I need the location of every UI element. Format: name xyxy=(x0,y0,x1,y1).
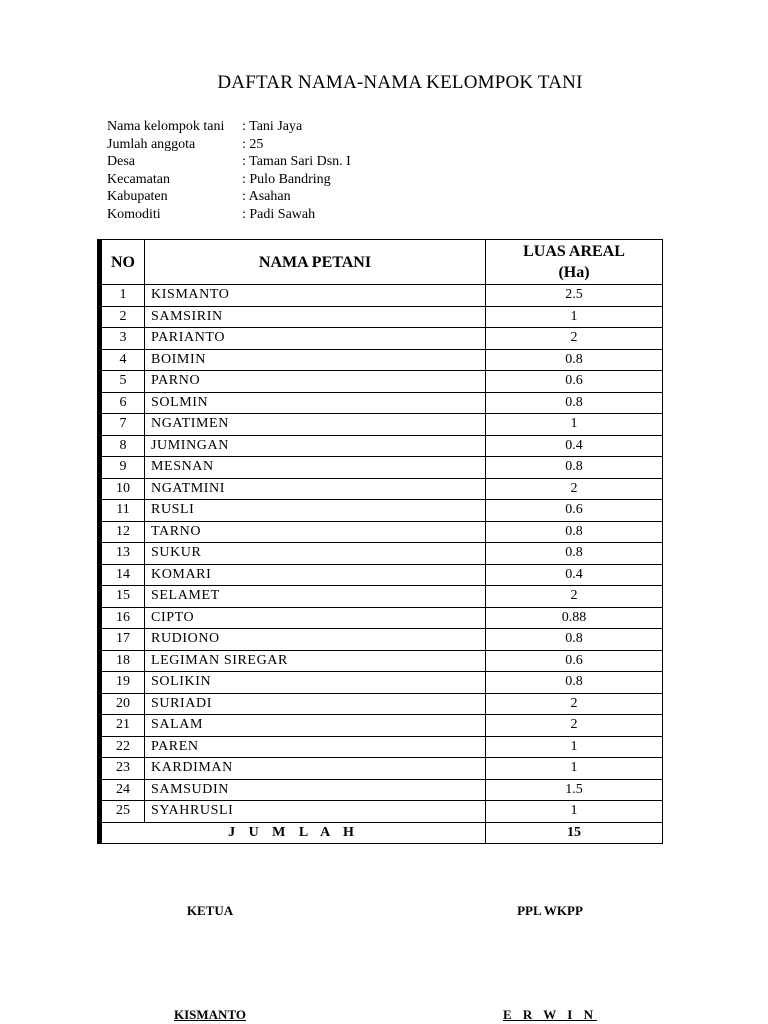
cell-name: KARDIMAN xyxy=(145,758,486,780)
cell-no: 21 xyxy=(100,715,145,737)
cell-name: SAMSUDIN xyxy=(145,779,486,801)
table-row xyxy=(100,435,663,457)
cell-no: 24 xyxy=(100,779,145,801)
cell-name: SOLMIN xyxy=(145,392,486,414)
cell-name: NGATMINI xyxy=(145,478,486,500)
total-row xyxy=(100,822,663,844)
table-row xyxy=(100,328,663,350)
info-row xyxy=(107,171,351,189)
cell-name: RUSLI xyxy=(145,500,486,522)
cell-luas: 2 xyxy=(486,328,663,350)
cell-name: LEGIMAN SIREGAR xyxy=(145,650,486,672)
cell-no: 12 xyxy=(100,521,145,543)
cell-luas: 0.4 xyxy=(486,435,663,457)
cell-luas: 0.8 xyxy=(486,349,663,371)
info-row xyxy=(107,118,351,136)
info-value: : Asahan xyxy=(242,189,291,204)
cell-name: RUDIONO xyxy=(145,629,486,651)
table-header-row xyxy=(100,240,663,285)
table-row xyxy=(100,779,663,801)
info-value: : Tani Jaya xyxy=(242,119,303,134)
signature-left-name: KISMANTO xyxy=(174,1007,246,1022)
cell-name: SALAM xyxy=(145,715,486,737)
table-row xyxy=(100,500,663,522)
table-row xyxy=(100,801,663,823)
cell-luas: 1 xyxy=(486,801,663,823)
table-row xyxy=(100,414,663,436)
cell-no: 18 xyxy=(100,650,145,672)
info-label: Desa xyxy=(107,154,135,169)
cell-name: SOLIKIN xyxy=(145,672,486,694)
cell-luas: 2 xyxy=(486,478,663,500)
cell-no: 5 xyxy=(100,371,145,393)
cell-luas: 1 xyxy=(486,758,663,780)
cell-name: SAMSIRIN xyxy=(145,306,486,328)
group-info xyxy=(107,118,351,223)
cell-name: SELAMET xyxy=(145,586,486,608)
cell-no: 3 xyxy=(100,328,145,350)
cell-luas: 0.6 xyxy=(486,371,663,393)
cell-name: NGATIMEN xyxy=(145,414,486,436)
total-value: 15 xyxy=(486,822,663,844)
cell-luas: 0.8 xyxy=(486,543,663,565)
cell-luas: 0.8 xyxy=(486,629,663,651)
table-row xyxy=(100,392,663,414)
table-row xyxy=(100,693,663,715)
table-row xyxy=(100,306,663,328)
cell-no: 15 xyxy=(100,586,145,608)
signature-right-role: PPL WKPP xyxy=(517,903,583,918)
cell-no: 9 xyxy=(100,457,145,479)
table-row xyxy=(100,349,663,371)
header-luas-line2: (Ha) xyxy=(558,264,590,281)
cell-name: KOMARI xyxy=(145,564,486,586)
cell-no: 4 xyxy=(100,349,145,371)
header-name: NAMA PETANI xyxy=(145,240,486,285)
cell-name: TARNO xyxy=(145,521,486,543)
info-label: Jumlah anggota xyxy=(107,136,196,152)
table-row xyxy=(100,371,663,393)
cell-luas: 0.4 xyxy=(486,564,663,586)
cell-no: 11 xyxy=(100,500,145,522)
cell-luas: 0.88 xyxy=(486,607,663,629)
document-title: DAFTAR NAMA-NAMA KELOMPOK TANI xyxy=(217,72,583,93)
cell-no: 16 xyxy=(100,607,145,629)
cell-no: 7 xyxy=(100,414,145,436)
cell-luas: 0.8 xyxy=(486,521,663,543)
table-row xyxy=(100,629,663,651)
info-label: Komoditi xyxy=(107,206,161,222)
table-row xyxy=(100,715,663,737)
cell-no: 8 xyxy=(100,435,145,457)
cell-name: CIPTO xyxy=(145,607,486,629)
info-label: Nama kelompok tani xyxy=(107,119,225,134)
cell-name: KISMANTO xyxy=(145,285,486,307)
cell-luas: 1 xyxy=(486,736,663,758)
cell-luas: 2 xyxy=(486,693,663,715)
table-row xyxy=(100,607,663,629)
info-row xyxy=(107,188,351,206)
header-luas-line1: LUAS AREAL xyxy=(523,243,625,260)
info-row xyxy=(107,206,351,224)
cell-luas: 2 xyxy=(486,715,663,737)
info-label: Kecamatan xyxy=(107,171,170,187)
cell-name: PARIANTO xyxy=(145,328,486,350)
header-luas xyxy=(486,240,663,285)
table-row xyxy=(100,586,663,608)
cell-no: 13 xyxy=(100,543,145,565)
cell-luas: 0.6 xyxy=(486,650,663,672)
signature-left-role: KETUA xyxy=(186,903,234,918)
cell-luas: 0.6 xyxy=(486,500,663,522)
total-label: J U M L A H xyxy=(100,822,486,844)
table-row xyxy=(100,285,663,307)
cell-name: MESNAN xyxy=(145,457,486,479)
cell-no: 20 xyxy=(100,693,145,715)
cell-luas: 1.5 xyxy=(486,779,663,801)
info-row xyxy=(107,136,351,154)
cell-no: 17 xyxy=(100,629,145,651)
cell-luas: 0.8 xyxy=(486,457,663,479)
table-row xyxy=(100,564,663,586)
info-value: : 25 xyxy=(242,136,264,152)
info-label: Kabupaten xyxy=(107,189,168,204)
cell-name: SYAHRUSLI xyxy=(145,801,486,823)
info-row xyxy=(107,153,351,171)
cell-no: 22 xyxy=(100,736,145,758)
table-row xyxy=(100,672,663,694)
cell-name: BOIMIN xyxy=(145,349,486,371)
info-value: : Padi Sawah xyxy=(242,206,316,222)
cell-no: 1 xyxy=(100,285,145,307)
farmer-table xyxy=(97,239,663,844)
table-row xyxy=(100,650,663,672)
info-value: : Pulo Bandring xyxy=(242,171,331,187)
cell-luas: 2 xyxy=(486,586,663,608)
cell-no: 2 xyxy=(100,306,145,328)
cell-no: 10 xyxy=(100,478,145,500)
table-row xyxy=(100,736,663,758)
table-row xyxy=(100,457,663,479)
cell-no: 23 xyxy=(100,758,145,780)
cell-no: 6 xyxy=(100,392,145,414)
cell-no: 25 xyxy=(100,801,145,823)
cell-luas: 1 xyxy=(486,414,663,436)
table-row xyxy=(100,543,663,565)
cell-no: 19 xyxy=(100,672,145,694)
info-value: : Taman Sari Dsn. I xyxy=(242,154,351,169)
cell-luas: 0.8 xyxy=(486,392,663,414)
table-row xyxy=(100,478,663,500)
cell-name: SURIADI xyxy=(145,693,486,715)
cell-luas: 0.8 xyxy=(486,672,663,694)
cell-luas: 2.5 xyxy=(486,285,663,307)
table-row xyxy=(100,758,663,780)
table-row xyxy=(100,521,663,543)
table-body xyxy=(100,285,663,823)
cell-name: SUKUR xyxy=(145,543,486,565)
signature-right-name: E R W I N xyxy=(502,1007,598,1022)
cell-luas: 1 xyxy=(486,306,663,328)
cell-name: PAREN xyxy=(145,736,486,758)
header-no: NO xyxy=(100,240,145,285)
cell-name: JUMINGAN xyxy=(145,435,486,457)
cell-no: 14 xyxy=(100,564,145,586)
cell-name: PARNO xyxy=(145,371,486,393)
